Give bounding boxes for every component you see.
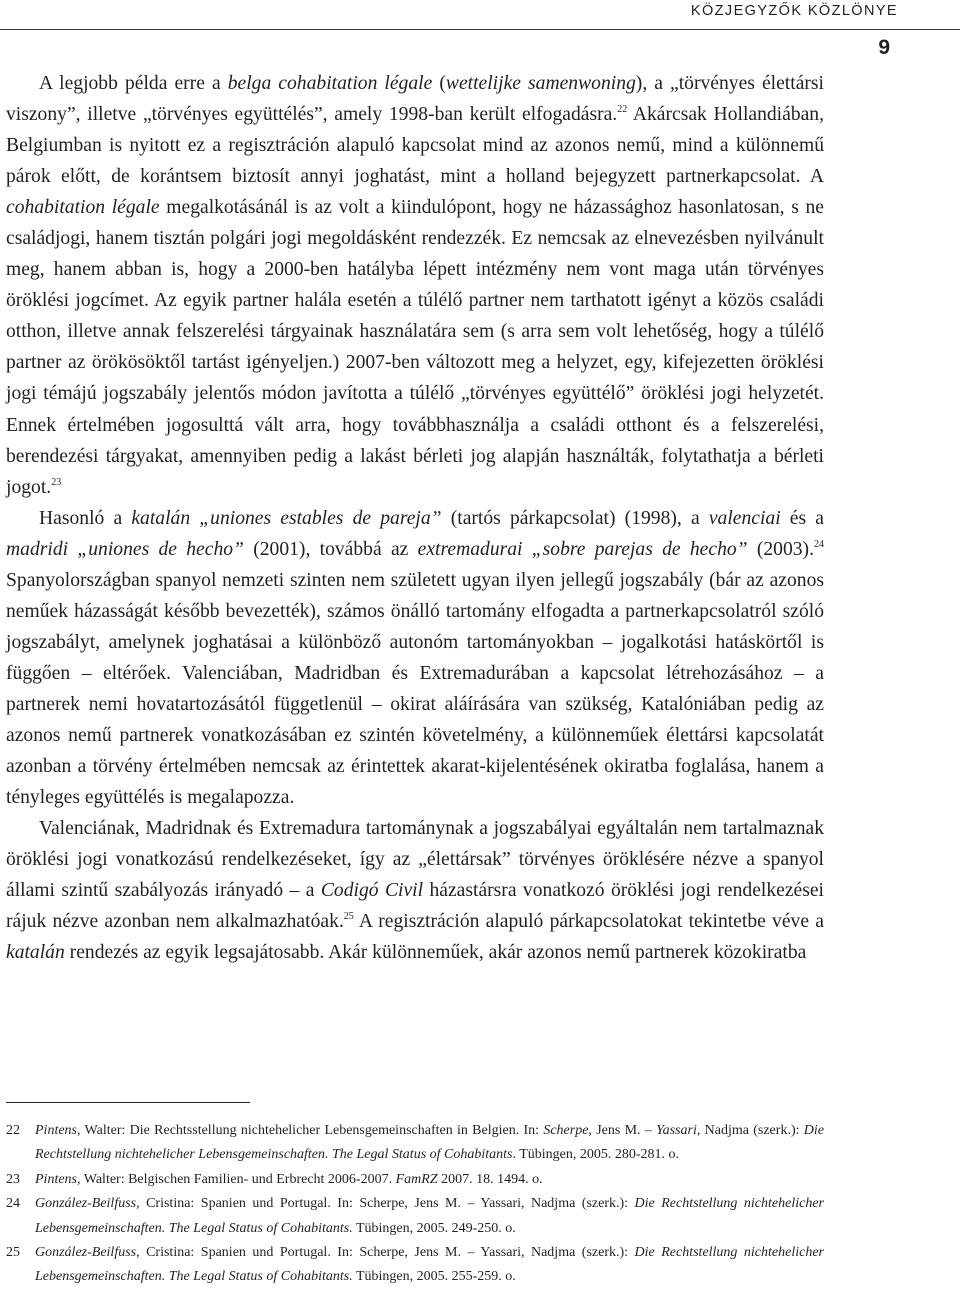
text-run: Spanyolországban spanyol nemzeti szinten nem született ugyan ilyen jellegű jogszabály (bár az azonos neműek házasságát később bevezették), számos önálló tartomány elfogadta a partnerkapcsolatról szóló jogszabályt, amelynek joghatásai a különböző autonóm tartományokban – jogalkotási hatáskörtől is függően – eltérőek. Valenciában, Madridban és Extremadurában a kapcsolat létrehozásához – a partnerek nemi hovatartozásától függetlenül – okirat aláírására van szükség, Katalóniában pedig az azonos nemű partnerek vonatkozásában ez szintén követelmény, a különneműek élettársi kapcsolatát azonban a törvény értelmében nemcsak az érintettek akarat-kijelentésének okiratba foglalása, hanem a tényleges együttélés is megalapozza.	[6, 569, 824, 809]
text-run: , Walter: Belgischen Familien- und Erbrecht 2006-2007.	[77, 1171, 396, 1187]
footnote	[6, 1168, 824, 1192]
paragraph	[6, 503, 824, 813]
footnote-text	[35, 1123, 824, 1162]
text-run: Valenciának, Madridnak és Extremadura tartománynak a jogszabályai egyáltalán nem tartalmaznak öröklési jogi vonatkozású rendelkezéseket, így az „élettársak” törvényes öröklésére nézve a spanyol állami szintű szabályozás irányadó – a	[6, 818, 824, 902]
text-run: Tübingen, 2005. 255-259. o.	[352, 1269, 516, 1285]
text-run: , Cristina: Spanien und Portugal. In: Scherpe, Jens M. – Yassari, Nadjma (szerk.):	[136, 1245, 635, 1261]
italic-text: katalán „uniones estables de pareja”	[131, 507, 442, 529]
text-run: ), a „törvényes élettársi viszony”, illetve „törvényes együttélés”, amely 1998-ban került elfogadásra.	[6, 73, 824, 126]
italic-text: González-Beilfuss	[35, 1196, 137, 1212]
text-run: A regisztráción alapuló párkapcsolatokat tekintetbe véve a	[353, 911, 824, 933]
text-run: Akárcsak Hollandiában, Belgiumban is nyitott ez a regisztráción alapuló kapcsolat mind az azonos nemű, mind a különnemű párok előtt, de korántsem biztosít annyi joghatást, mint a holland bejegyzett partnerkapcsolat. A	[6, 104, 825, 188]
text-run: házastársra vonatkozó öröklési jogi rendelkezései rájuk nézve azonban nem alkalmazhatóak.	[6, 880, 824, 933]
page-number: 9	[878, 36, 890, 59]
footnote-text	[35, 1196, 824, 1235]
italic-text: wettelijke samenwoning	[445, 73, 636, 94]
header-rule	[0, 29, 960, 30]
italic-text: Codigó Civil	[320, 880, 424, 902]
footnote	[6, 1241, 824, 1290]
footnotes	[6, 1119, 824, 1290]
italic-text: belga cohabitation légale	[227, 73, 433, 94]
footnote-text	[35, 1245, 824, 1284]
text-run: (	[432, 73, 446, 94]
italic-text: Die Rechtstellung nichtehelicher Lebensgemeinschaften. The Legal Status of Cohabitants	[35, 1123, 824, 1163]
text-run: Hasonló a	[39, 507, 132, 529]
italic-text: Yassari	[656, 1123, 697, 1138]
text-run: , Jens M. –	[588, 1123, 657, 1138]
text-run: Tübingen, 2005. 249-250. o.	[352, 1220, 516, 1236]
italic-text: Pintens	[35, 1123, 77, 1138]
text-run: A legjobb példa erre a	[39, 73, 228, 94]
text-run: és a	[780, 507, 824, 529]
paragraph	[6, 68, 824, 503]
paragraph	[6, 813, 824, 968]
text-run: (tartós párkapcsolat) (1998), a	[441, 507, 709, 529]
text-run: , Nadjma (szerk.):	[696, 1123, 804, 1138]
italic-text: Die Rechtstellung nichtehelicher Lebensgemeinschaften. The Legal Status of Cohabitants.	[35, 1245, 824, 1285]
footnote-reference[interactable]: 23	[51, 476, 62, 488]
italic-text: madridi „uniones de hecho”	[6, 538, 244, 560]
italic-text: Pintens	[35, 1171, 77, 1187]
footnote-reference[interactable]: 24	[813, 538, 824, 550]
text-run: (2003).	[747, 538, 814, 560]
italic-text: cohabitation légale	[6, 197, 160, 219]
footnote	[6, 1192, 824, 1241]
footnote-number: 25	[6, 1245, 20, 1261]
footnote-reference[interactable]: 25	[343, 911, 354, 923]
text-run: 2007. 18. 1494. o.	[437, 1171, 543, 1187]
italic-text: extremadurai „sobre parejas de hecho”	[417, 538, 748, 560]
text-run: , Cristina: Spanien und Portugal. In: Scherpe, Jens M. – Yassari, Nadjma (szerk.):	[136, 1196, 635, 1212]
text-run: megalkotásánál is az volt a kiindulópont, hogy ne házassághoz hasonlatosan, s ne családjogi, hanem tisztán polgári jogi megoldásként rendezzék. Ez nemcsak az elnevezésben nyilvánult meg, hanem abban is, hogy a 2000-ben hatályba lépett intézmény nem vont maga után törvényes öröklési jogcímet. Az egyik partner halála esetén a túlélő partner nem tarthatott igényt a közös családi otthon, illetve annak felszerelési tárgyainak használatára sem (s arra sem volt lehetőség, hogy a túlélő partner az örökösöktől tartást igényeljen.) 2007-ben változott meg a helyzet, egy, kifejezetten öröklési jogi témájú jogszabály jelentős módon javította a túlélő „törvényes együttélő” öröklési jogi helyzetét. Ennek értelmében jogosulttá vált arra, hogy továbbhasználja a családi otthont és a felszerelési, berendezési tárgyakat, amennyiben pedig a lakást bérleti jog alapján használták, folytathatja a bérleti jogot.	[6, 197, 824, 498]
italic-text: Die Rechtstellung nichtehelicher Lebensgemeinschaften. The Legal Status of Cohabitants.	[35, 1196, 824, 1236]
italic-text: FamRZ	[395, 1171, 438, 1187]
footnote-number: 22	[6, 1123, 20, 1138]
footnote	[6, 1119, 824, 1168]
body-text	[6, 68, 824, 968]
footnote-reference[interactable]: 22	[617, 104, 628, 116]
text-run: rendezés az egyik legsajátosabb. Akár különneműek, akár azonos nemű partnerek közokiratba	[64, 942, 807, 964]
footnote-number: 24	[6, 1196, 20, 1212]
footnote-text	[35, 1172, 543, 1187]
footnote-separator	[6, 1102, 250, 1103]
journal-name: KÖZJEGYZŐK KÖZLÖNYE	[690, 3, 898, 19]
italic-text: katalán	[6, 942, 65, 964]
footnote-number: 23	[6, 1171, 20, 1187]
italic-text: valenciai	[708, 507, 781, 529]
italic-text: Scherpe	[543, 1123, 589, 1138]
text-run: , Walter: Die Rechtsstellung nichtehelicher Lebensgemeinschaften in Belgien. In:	[77, 1123, 544, 1138]
text-run: . Tübingen, 2005. 280-281. o.	[512, 1147, 680, 1163]
text-run: (2001), továbbá az	[243, 538, 418, 560]
italic-text: González-Beilfuss	[35, 1245, 137, 1261]
